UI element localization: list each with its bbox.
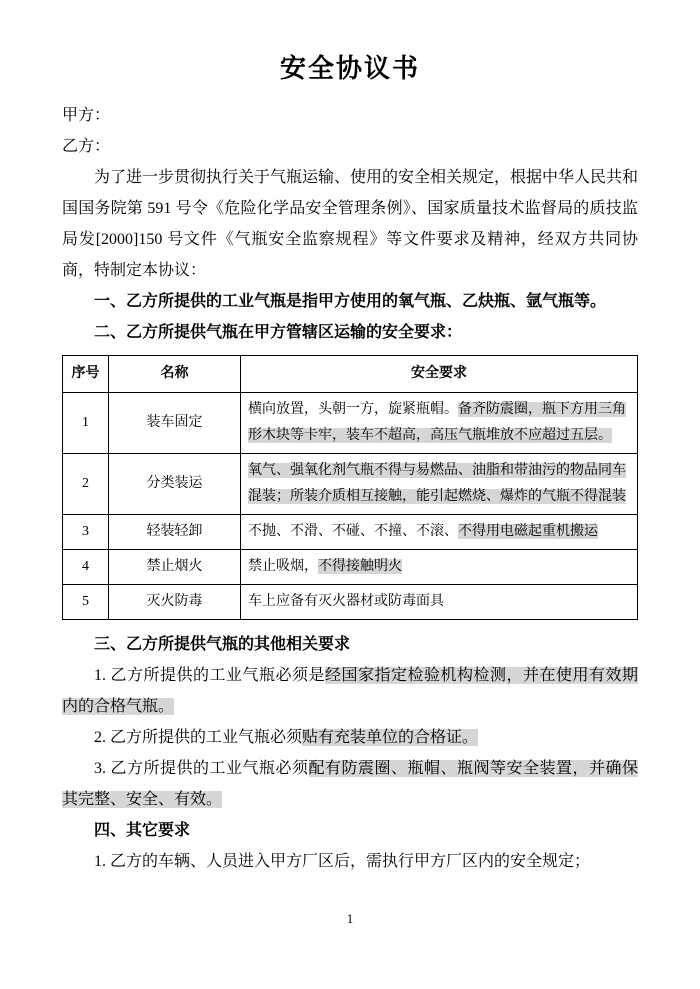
cell-serial: 1 — [63, 393, 109, 454]
item-text-shaded: 贴有充装单位的合格证。 — [302, 729, 479, 746]
document-title: 安全协议书 — [279, 54, 420, 83]
table-row — [63, 393, 638, 454]
table-header-requirement: 安全要求 — [241, 356, 638, 393]
requirement-text-shaded: 不得用电磁起重机搬运 — [458, 524, 598, 539]
page-footer — [0, 911, 700, 927]
requirement-text: 横向放置，头朝一方，旋紧瓶帽。 — [248, 402, 458, 417]
section-three-item — [62, 753, 638, 815]
cell-serial: 2 — [63, 454, 109, 515]
cell-name: 分类装运 — [109, 454, 241, 515]
item-text: 2. 乙方所提供的工业气瓶必须 — [94, 729, 303, 746]
requirement-text-shaded: 备齐防震圈，瓶下方用三角形木块等卡牢，装车不超高，高压气瓶堆放不应超过五层。 — [248, 402, 626, 443]
table-row — [63, 515, 638, 550]
requirement-text-shaded: 氧气、强氧化剂气瓶不得与易燃品、油脂和带油污的物品同车混装；所装介质相互接触，能引起燃烧、爆炸的气瓶不得混装 — [248, 463, 626, 504]
cell-requirement — [241, 585, 638, 620]
cell-serial: 3 — [63, 515, 109, 550]
item-text-shaded: 配有防震圈、瓶帽、瓶阀等安全装置，并确保其完整、安全、有效。 — [62, 760, 638, 808]
page-number: 1 — [346, 911, 354, 926]
party-a-line: 甲方： — [62, 107, 111, 124]
item-text-shaded: 经国家指定检验机构检测，并在使用有效期内的合格气瓶。 — [62, 667, 638, 715]
cell-requirement — [241, 515, 638, 550]
cell-name: 禁止烟火 — [109, 550, 241, 585]
cell-name: 装车固定 — [109, 393, 241, 454]
section-three-item — [62, 722, 638, 753]
cell-serial: 4 — [63, 550, 109, 585]
table-header-serial: 序号 — [63, 356, 109, 393]
cell-serial: 5 — [63, 585, 109, 620]
party-b-line: 乙方： — [62, 138, 111, 155]
section-four-item — [62, 846, 638, 877]
cell-name: 轻装轻卸 — [109, 515, 241, 550]
requirement-text: 不抛、不滑、不碰、不撞、不滚、 — [248, 524, 458, 539]
table-row — [63, 454, 638, 515]
requirement-text-shaded: 不得接触明火 — [318, 559, 402, 574]
intro-paragraph: 为了进一步贯彻执行关于气瓶运输、使用的安全相关规定，根据中华人民共和国国务院第 591 号令《危险化学品安全管理条例》、国家质量技术监督局的质技监局发[2000]150 号文件《气瓶安全监察规程》等文件要求及精神，经双方共同协商，特制定本协议： — [62, 169, 639, 279]
table-row — [63, 550, 638, 585]
section-four-title: 四、其它要求 — [94, 822, 191, 839]
clause-two: 二、乙方所提供气瓶在甲方管辖区运输的安全要求： — [94, 324, 463, 341]
table-row — [63, 585, 638, 620]
cell-requirement — [241, 454, 638, 515]
section-three-title: 三、乙方所提供气瓶的其他相关要求 — [94, 636, 351, 653]
item-text: 1. 乙方的车辆、人员进入甲方厂区后，需执行甲方厂区内的安全规定； — [94, 853, 591, 870]
item-text: 1. 乙方所提供的工业气瓶必须是 — [94, 667, 325, 684]
table-header-row — [63, 356, 638, 393]
requirement-text: 车上应备有灭火器材或防毒面具 — [248, 594, 444, 609]
item-text: 3. 乙方所提供的工业气瓶必须 — [94, 760, 309, 777]
requirement-text: 禁止吸烟， — [248, 559, 318, 574]
section-three-item — [62, 660, 638, 722]
cell-requirement — [241, 550, 638, 585]
table-header-name: 名称 — [109, 356, 241, 393]
cell-requirement — [241, 393, 638, 454]
safety-requirements-table — [62, 355, 638, 620]
cell-name: 灭火防毒 — [109, 585, 241, 620]
clause-one: 一、乙方所提供的工业气瓶是指甲方使用的氧气瓶、乙炔瓶、氩气瓶等。 — [94, 293, 607, 310]
